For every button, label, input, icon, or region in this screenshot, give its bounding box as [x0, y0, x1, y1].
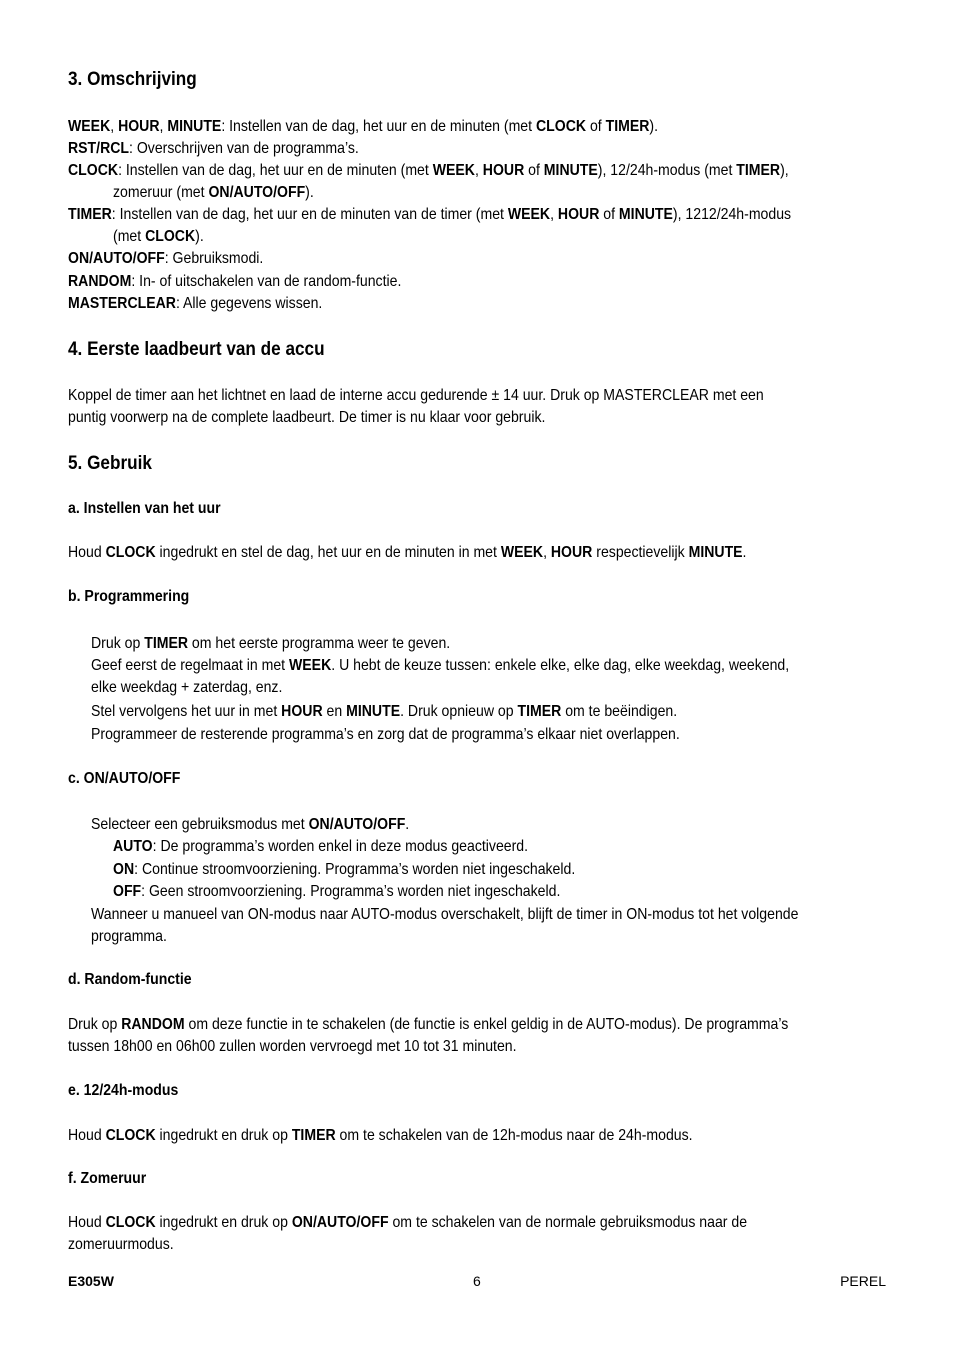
s3-line-6: [113, 226, 204, 248]
bold-keyword: MASTERCLEAR: [68, 295, 176, 312]
text-run: of: [524, 162, 544, 179]
text-run: . U hebt de keuze tussen: enkele elke, elke dag, elke weekdag, weekend,: [331, 657, 790, 674]
s3-line-2: [68, 138, 359, 160]
s5a-line-1: [68, 542, 746, 564]
text-run: : De programma’s worden enkel in deze modus geactiveerd.: [152, 838, 529, 855]
text-run: : Instellen van de dag, het uur en de minuten (met: [118, 162, 433, 179]
text-run: : Gebruiksmodi.: [164, 250, 264, 267]
text-run: ).: [649, 118, 659, 135]
text-run: om het eerste programma weer te geven.: [188, 635, 451, 652]
text-run: ), 1212/24h-modus: [672, 206, 792, 223]
s3-line-1: [68, 116, 658, 138]
bold-keyword: AUTO: [113, 838, 153, 855]
section-4-title: 4. Eerste laadbeurt van de accu: [68, 338, 325, 360]
s3-line-4: [113, 182, 314, 204]
bold-keyword: TIMER: [68, 206, 112, 223]
text-run: ).: [195, 228, 204, 245]
subsection-b-title: b. Programmering: [68, 588, 190, 605]
bold-keyword: HOUR: [482, 162, 525, 179]
s5e-line-1: [68, 1125, 693, 1147]
s5c-line-4: [113, 881, 560, 903]
text-run: ,: [159, 118, 168, 135]
bold-keyword: ON/AUTO/OFF: [68, 250, 165, 267]
footer-page-number: 6: [473, 1273, 481, 1289]
bold-keyword: HOUR: [118, 118, 160, 135]
text-run: (met: [113, 228, 146, 245]
subsection-e-title: e. 12/24h-modus: [68, 1082, 179, 1099]
text-run: Houd: [68, 544, 106, 561]
subsection-a-title: a. Instellen van het uur: [68, 500, 221, 517]
text-run: ,: [110, 118, 119, 135]
s5f-line-2: [68, 1234, 174, 1256]
s4-line-1: [68, 385, 764, 407]
s3-line-3: [68, 160, 789, 182]
bold-keyword: ON/AUTO/OFF: [308, 816, 406, 833]
s5d-line-2: [68, 1036, 517, 1058]
subsection-f-title: f. Zomeruur: [68, 1170, 147, 1187]
s5b-line-5: [91, 724, 680, 746]
text-run: ,: [474, 162, 483, 179]
text-run: Geef eerst de regelmaat in met: [91, 657, 289, 674]
s5c-line-5: [91, 904, 798, 926]
text-run: Houd: [68, 1214, 106, 1231]
bold-keyword: WEEK: [68, 118, 111, 135]
text-run: zomeruurmodus.: [68, 1236, 174, 1253]
bold-keyword: CLOCK: [105, 1214, 156, 1231]
text-run: : In- of uitschakelen van de random-functie.: [131, 273, 402, 290]
text-run: : Alle gegevens wissen.: [175, 295, 323, 312]
bold-keyword: MINUTE: [167, 118, 222, 135]
bold-keyword: WEEK: [432, 162, 475, 179]
bold-keyword: MINUTE: [346, 703, 401, 720]
s5b-line-4: [91, 701, 677, 723]
bold-keyword: ON/AUTO/OFF: [291, 1214, 389, 1231]
bold-keyword: HOUR: [557, 206, 600, 223]
footer-brand: PEREL: [840, 1273, 886, 1289]
s5d-line-1: [68, 1014, 788, 1036]
text-run: Programmeer de resterende programma’s en zorg dat de programma’s elkaar niet overlappen.: [91, 726, 680, 743]
bold-keyword: RANDOM: [121, 1016, 185, 1033]
text-run: Selecteer een gebruiksmodus met: [91, 816, 309, 833]
bold-keyword: OFF: [113, 883, 142, 900]
bold-keyword: WEEK: [507, 206, 551, 223]
s3-line-5: [68, 204, 791, 226]
text-run: : Instellen van de dag, het uur en de minuten van de timer (met: [111, 206, 508, 223]
s5b-line-3: [91, 677, 282, 699]
text-run: ),: [780, 162, 789, 179]
bold-keyword: WEEK: [500, 544, 544, 561]
text-run: : Continue stroomvoorziening. Programma’s worden niet ingeschakeld.: [134, 861, 576, 878]
text-run: programma.: [91, 928, 167, 945]
text-run: of: [586, 118, 606, 135]
bold-keyword: RANDOM: [68, 273, 132, 290]
text-run: elke weekdag + zaterdag, enz.: [91, 679, 283, 696]
subsection-c-title: c. ON/AUTO/OFF: [68, 770, 181, 787]
bold-keyword: TIMER: [517, 703, 562, 720]
text-run: om te schakelen van de normale gebruiksmodus naar de: [388, 1214, 748, 1231]
text-run: ingedrukt en druk op: [155, 1214, 292, 1231]
s5c-line-2: [113, 836, 528, 858]
bold-keyword: MINUTE: [543, 162, 598, 179]
text-run: respectievelijk: [592, 544, 689, 561]
subsection-d-title: d. Random-functie: [68, 971, 192, 988]
bold-keyword: MINUTE: [618, 206, 673, 223]
bold-keyword: ON/AUTO/OFF: [208, 184, 306, 201]
s5c-line-1: [91, 814, 409, 836]
s5b-line-1: [91, 633, 450, 655]
text-run: ,: [543, 544, 551, 561]
text-run: Druk op: [91, 635, 145, 652]
s5c-line-6: [91, 926, 167, 948]
text-run: . Druk opnieuw op: [400, 703, 518, 720]
bold-keyword: TIMER: [605, 118, 650, 135]
bold-keyword: ON: [113, 861, 135, 878]
text-run: om te beëindigen.: [561, 703, 678, 720]
text-run: of: [599, 206, 619, 223]
text-run: zomeruur (met: [113, 184, 209, 201]
bold-keyword: CLOCK: [105, 544, 156, 561]
section-3-title: 3. Omschrijving: [68, 68, 197, 90]
bold-keyword: HOUR: [550, 544, 593, 561]
text-run: puntig voorwerp na de complete laadbeurt. De timer is nu klaar voor gebruik.: [68, 409, 546, 426]
bold-keyword: TIMER: [736, 162, 781, 179]
text-run: Stel vervolgens het uur in met: [91, 703, 282, 720]
text-run: ).: [305, 184, 314, 201]
s3-line-8: [68, 271, 401, 293]
text-run: ), 12/24h-modus (met: [597, 162, 737, 179]
bold-keyword: CLOCK: [145, 228, 196, 245]
s3-line-7: [68, 248, 263, 270]
text-run: Koppel de timer aan het lichtnet en laad de interne accu gedurende ± 14 uur. Druk op MASTERCLEAR met een: [68, 387, 764, 404]
text-run: Wanneer u manueel van ON-modus naar AUTO-modus overschakelt, blijft de timer in ON-modus tot het volgende: [91, 906, 799, 923]
text-run: .: [742, 544, 747, 561]
bold-keyword: CLOCK: [68, 162, 119, 179]
s4-line-2: [68, 407, 545, 429]
text-run: om deze functie in te schakelen (de functie is enkel geldig in de AUTO-modus). De programma’s: [184, 1016, 789, 1033]
s3-line-9: [68, 293, 322, 315]
text-run: en: [322, 703, 347, 720]
bold-keyword: MINUTE: [688, 544, 743, 561]
text-run: ingedrukt en druk op: [155, 1127, 292, 1144]
bold-keyword: CLOCK: [105, 1127, 156, 1144]
bold-keyword: TIMER: [144, 635, 189, 652]
text-run: : Instellen van de dag, het uur en de minuten (met: [221, 118, 536, 135]
text-run: tussen 18h00 en 06h00 zullen worden vervroegd met 10 tot 31 minuten.: [68, 1038, 517, 1055]
footer-model: E305W: [68, 1273, 114, 1289]
text-run: om te schakelen van de 12h-modus naar de 24h-modus.: [335, 1127, 693, 1144]
bold-keyword: TIMER: [291, 1127, 336, 1144]
s5f-line-1: [68, 1212, 747, 1234]
s5c-line-3: [113, 859, 575, 881]
bold-keyword: WEEK: [289, 657, 332, 674]
bold-keyword: RST/RCL: [68, 140, 130, 157]
text-run: : Overschrijven van de programma’s.: [129, 140, 359, 157]
section-5-title: 5. Gebruik: [68, 452, 152, 474]
text-run: Houd: [68, 1127, 106, 1144]
s5b-line-2: [91, 655, 789, 677]
text-run: ingedrukt en stel de dag, het uur en de minuten in met: [155, 544, 501, 561]
text-run: Druk op: [68, 1016, 122, 1033]
text-run: .: [405, 816, 410, 833]
bold-keyword: HOUR: [281, 703, 323, 720]
bold-keyword: CLOCK: [535, 118, 587, 135]
text-run: : Geen stroomvoorziening. Programma’s worden niet ingeschakeld.: [141, 883, 561, 900]
text-run: ,: [550, 206, 558, 223]
